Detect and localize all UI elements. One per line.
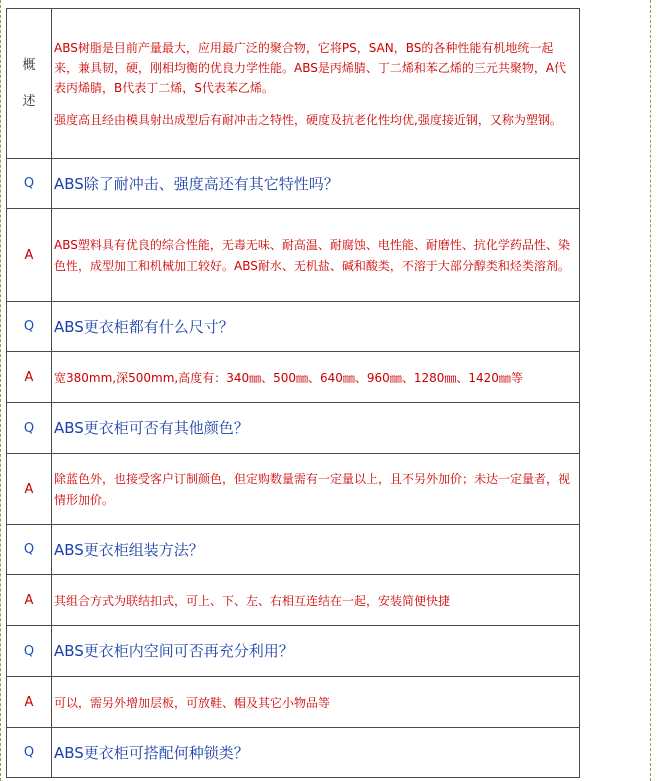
question-1: ABS除了耐冲击、强度高还有其它特性吗？ — [54, 174, 339, 193]
overview-content — [52, 9, 580, 159]
question-3: ABS更衣柜可否有其他颜色？ — [54, 419, 249, 437]
overview-paragraph-2: 强度高且经由模具射出成型后有耐冲击之特性，硬度及抗老化性均优,强度接近钢，又称为塑钢。 — [54, 112, 562, 127]
question-row — [7, 525, 580, 575]
answer-row — [7, 677, 580, 728]
answer-text — [52, 209, 580, 302]
answer-text — [52, 575, 580, 626]
question-6: ABS更衣柜可搭配何种锁类？ — [54, 743, 249, 762]
answer-row — [7, 209, 580, 302]
question-row — [7, 626, 580, 677]
q-label: Q — [7, 403, 52, 454]
question-text — [52, 302, 580, 352]
answer-row — [7, 454, 580, 525]
answer-row — [7, 575, 580, 626]
question-row — [7, 728, 580, 778]
faq-table — [6, 8, 580, 778]
question-text — [52, 159, 580, 209]
question-2: ABS更衣柜都有什么尺寸？ — [54, 317, 234, 336]
q-label: Q — [7, 728, 52, 778]
overview-paragraph-1: ABS树脂是目前产量最大，应用最广泛的聚合物，它将PS，SAN，BS的各种性能有机地统一起来，兼具韧，硬，刚相均衡的优良力学性能。ABS是丙烯腈、丁二烯和苯乙烯的三元共聚物，A代表丙烯腈，B代表丁二烯，S代表苯乙烯。 — [54, 40, 567, 95]
question-text — [52, 728, 580, 778]
overview-row — [7, 9, 580, 159]
a-label: A — [7, 454, 52, 525]
answer-3: 除蓝色外，也接受客户订制颜色，但定购数量需有一定量以上，且不另外加价；未达一定量者，视情形加价。 — [54, 472, 571, 507]
question-row — [7, 302, 580, 352]
question-text — [52, 525, 580, 575]
overview-label — [7, 9, 52, 159]
question-4: ABS更衣柜组装方法？ — [54, 540, 204, 559]
answer-row — [7, 352, 580, 403]
q-label: Q — [7, 525, 52, 575]
a-label: A — [7, 209, 52, 302]
q-label: Q — [7, 159, 52, 209]
a-label: A — [7, 677, 52, 728]
answer-5: 可以，需另外增加层板，可放鞋、帽及其它小物品等 — [54, 695, 331, 710]
question-text — [52, 626, 580, 677]
question-text — [52, 403, 580, 454]
answer-text — [52, 677, 580, 728]
question-row — [7, 403, 580, 454]
answer-1: ABS塑料具有优良的综合性能，无毒无味、耐高温、耐腐蚀、电性能、耐磨性、抗化学药品性、染色性，成型加工和机械加工较好。ABS耐水、无机盐、碱和酸类，不溶于大部分醇类和烃类溶剂。 — [54, 238, 570, 273]
q-label: Q — [7, 302, 52, 352]
overview-label-line2: 述 — [22, 93, 36, 109]
answer-text — [52, 454, 580, 525]
overview-label-line1: 概 — [22, 57, 36, 73]
question-5: ABS更衣柜内空间可否再充分利用？ — [54, 642, 294, 660]
answer-2: 宽380mm,深500mm,高度有：340㎜、500㎜、640㎜、960㎜、1280㎜、1420㎜等 — [54, 370, 523, 385]
a-label: A — [7, 575, 52, 626]
answer-text — [52, 352, 580, 403]
question-row — [7, 159, 580, 209]
answer-4: 其组合方式为联结扣式，可上、下、左、右相互连结在一起，安装简便快捷 — [54, 593, 451, 608]
q-label: Q — [7, 626, 52, 677]
a-label: A — [7, 352, 52, 403]
